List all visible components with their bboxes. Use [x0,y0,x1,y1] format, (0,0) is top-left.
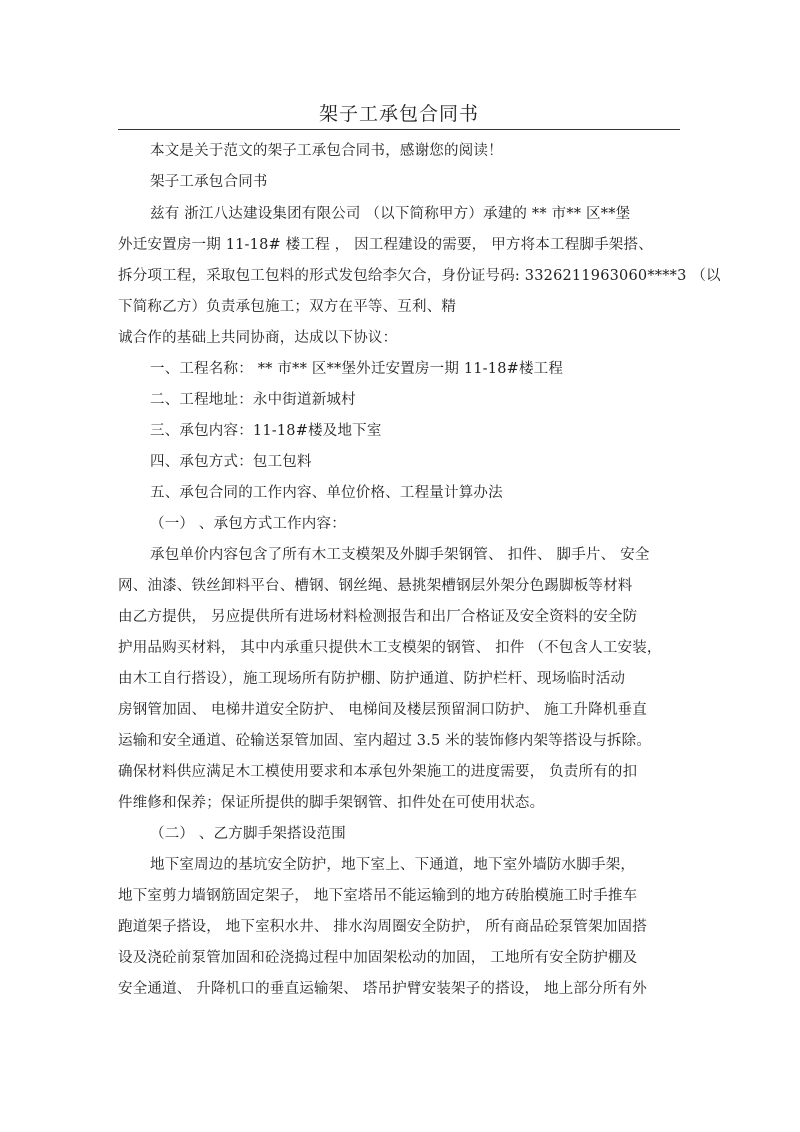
item-contract-method: 四、承包方式：包工包料 [150,454,312,470]
paragraph-line: 件维修和保养；保证所提供的脚手架钢管、扣件处在可使用状态。 [118,795,545,811]
paragraph-line: 设及浇砼前泵管加固和砼浇捣过程中加固架松动的加固， 工地所有安全防护棚及 [118,950,638,966]
paragraph-line: 跑道架子搭设， 地下室积水井、 排水沟周圈安全防护， 所有商品砼泵管架加固搭 [118,919,647,935]
subtitle-line: 架子工承包合同书 [150,174,268,190]
subsection-heading-1: （一） 、承包方式工作内容： [150,516,346,532]
document-title: 架子工承包合同书 [318,103,479,125]
item-project-name: 一、工程名称： ** 市** 区**堡外迁安置房一期 11-18#楼工程 [150,361,564,377]
paragraph-line: 外迁安置房一期 11-18# 楼工程 ， 因工程建设的需要， 甲方将本工程脚手架搭、 [118,237,653,253]
item-project-address: 二、工程地址：永中街道新城村 [150,392,356,408]
paragraph-line: 诚合作的基础上共同协商，达成以下协议： [118,330,398,346]
item-work-content-heading: 五、承包合同的工作内容、单位价格、工程量计算办法 [150,485,503,501]
paragraph-line: 由乙方提供， 另应提供所有进场材料检测报告和出厂合格证及安全资料的安全防 [118,609,638,625]
paragraph-line: 拆分项工程，采取包工包料的形式发包给李欠合，身份证号码: 3326211963060****3 （以 [118,268,721,284]
paragraph-line: 房钢管加固、 电梯井道安全防护、 电梯间及楼层预留洞口防护、 施工升降机垂直 [118,702,647,718]
paragraph-line: 下简称乙方）负责承包施工；双方在平等、互利、精 [118,299,457,315]
paragraph-line: 运输和安全通道、砼输送泵管加固、室内超过 3.5 米的装饰修内架等搭设与拆除。 [118,733,652,749]
paragraph-line: 地下室剪力墙钢筋固定架子， 地下室塔吊不能运输到的地方砖胎模施工时手推车 [118,888,638,904]
subsection-heading-2: （二） 、乙方脚手架搭设范围 [150,826,346,842]
paragraph-line: 地下室周边的基坑安全防护，地下室上、下通道，地下室外墙防水脚手架， [150,857,636,873]
paragraph-line: 确保材料供应满足木工模使用要求和本承包外架施工的进度需要， 负责所有的扣 [118,764,638,780]
paragraph-line: 由木工自行搭设），施工现场所有防护棚、防护通道、防护栏杆、现场临时活动 [118,671,626,687]
paragraph-line: 护用品购买材料， 其中内承重只提供木工支模架的钢管、 扣件 （不包含人工安装， [118,640,662,656]
title-underline [118,129,680,130]
intro-line: 本文是关于范文的架子工承包合同书，感谢您的阅读！ [150,143,503,159]
paragraph-line: 承包单价内容包含了所有木工支模架及外脚手架钢管、 扣件、 脚手片、 安全 [150,547,650,563]
item-contract-content: 三、承包内容：11-18#楼及地下室 [150,423,382,439]
paragraph-line: 兹有 浙江八达建设集团有限公司 （以下简称甲方）承建的 ** 市** 区**堡 [150,206,631,222]
paragraph-line: 网、油漆、铁丝卸料平台、槽钢、钢丝绳、悬挑架槽钢层外架分色踢脚板等材料 [118,578,633,594]
paragraph-line: 安全通道、 升降机口的垂直运输架、 塔吊护臂安装架子的搭设， 地上部分所有外 [118,981,647,997]
